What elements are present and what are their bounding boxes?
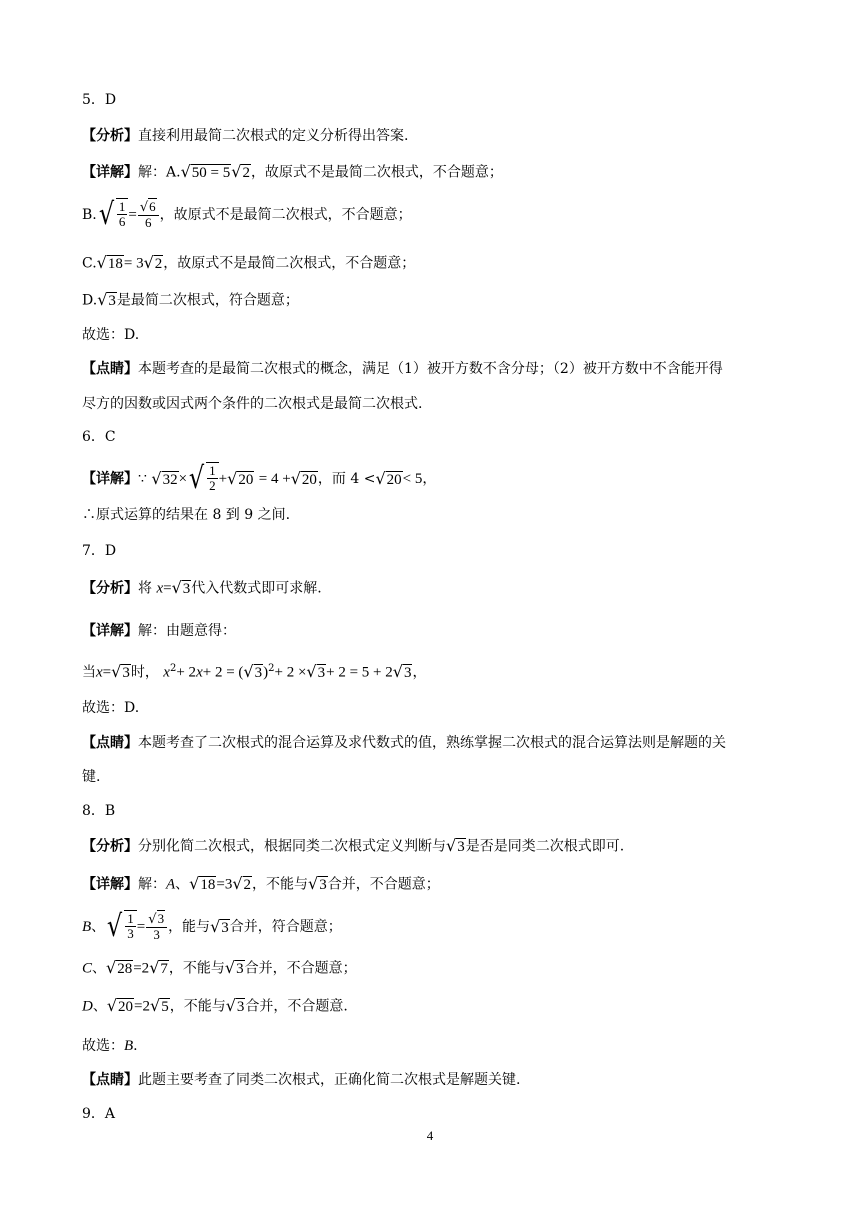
q8-analysis: 【分析】分别化简二次根式，根据同类二次根式定义判断与√3是否是同类二次根式即可. xyxy=(82,836,625,855)
q5-note-1: 【点睛】本题考查的是最简二次根式的概念，满足（1）被开方数不含分母；（2）被开方数中不含能开得 xyxy=(82,361,723,377)
q8-detail-c: C、√28=2√7，不能与√3合并，不合题意； xyxy=(82,958,357,977)
q7-detail: 【详解】解：由题意得： xyxy=(82,623,236,639)
q8-choice: 故选：B. xyxy=(82,1038,138,1054)
q7-note-2: 键. xyxy=(82,769,101,785)
q7-note-1: 【点睛】本题考查了二次根式的混合运算及求代数式的值，熟练掌握二次根式的混合运算法则是解题的关 xyxy=(82,735,726,751)
q5-detail-b: B. √ $\frac{1}{6}$ = $\frac{√6}{6}$ ，故原式不是最简二次根式，不合题意； xyxy=(82,197,412,232)
q8-detail-b: B、 √ $\frac{1}{3}$ = $\frac{√3}{3}$ ，能与√3合并，符合题意； xyxy=(82,909,342,944)
q7-header: 7．D xyxy=(82,543,117,559)
q6-header: 6．C xyxy=(82,429,116,445)
q8-detail-a: 【详解】解：A、√18=3√2，不能与√3合并，不合题意； xyxy=(82,874,440,893)
q5-header: 5．D xyxy=(82,92,117,108)
q5-detail-a: 【详解】解：A.√50 = 5√2，故原式不是最简二次根式，不合题意； xyxy=(82,162,503,181)
q6-detail: 【详解】∵ √32× √ $\frac{1}{2}$ +√20 = 4 +√20，而 4 <√20< 5， xyxy=(82,461,437,496)
q8-detail-d: D、√20=2√5，不能与√3合并，不合题意. xyxy=(82,996,348,1015)
q8-note: 【点睛】此题主要考查了同类二次根式，正确化简二次根式是解题关键. xyxy=(82,1072,521,1088)
detail-tag: 【详解】 xyxy=(82,164,138,181)
q5-analysis: 【分析】直接利用最简二次根式的定义分析得出答案. xyxy=(82,128,409,144)
q5-note-2: 尽方的因数或因式两个条件的二次根式是最简二次根式. xyxy=(82,396,423,412)
q9-header: 9．A xyxy=(82,1106,116,1122)
q5-choice: 故选：D. xyxy=(82,327,140,343)
q7-analysis: 【分析】将 x=√3代入代数式即可求解. xyxy=(82,578,322,597)
q7-expression: 当x=√3时， $x^2+ 2x+ 2 = (√3)^2+ 2 \times√3+ 2 = 5 + 2√3$， xyxy=(82,662,427,682)
analysis-tag: 【分析】 xyxy=(82,128,138,144)
q8-header: 8．B xyxy=(82,803,116,819)
q7-choice: 故选：D. xyxy=(82,700,140,716)
q6-therefore: ∴原式运算的结果在 8 到 9 之间. xyxy=(82,507,291,523)
note-tag: 【点睛】 xyxy=(82,361,138,377)
q5-detail-c: C.√18= 3√2，故原式不是最简二次根式，不合题意； xyxy=(82,253,416,272)
page-number: 4 xyxy=(426,1128,434,1143)
q5-detail-d: D.√3是最简二次根式，符合题意； xyxy=(82,290,299,309)
